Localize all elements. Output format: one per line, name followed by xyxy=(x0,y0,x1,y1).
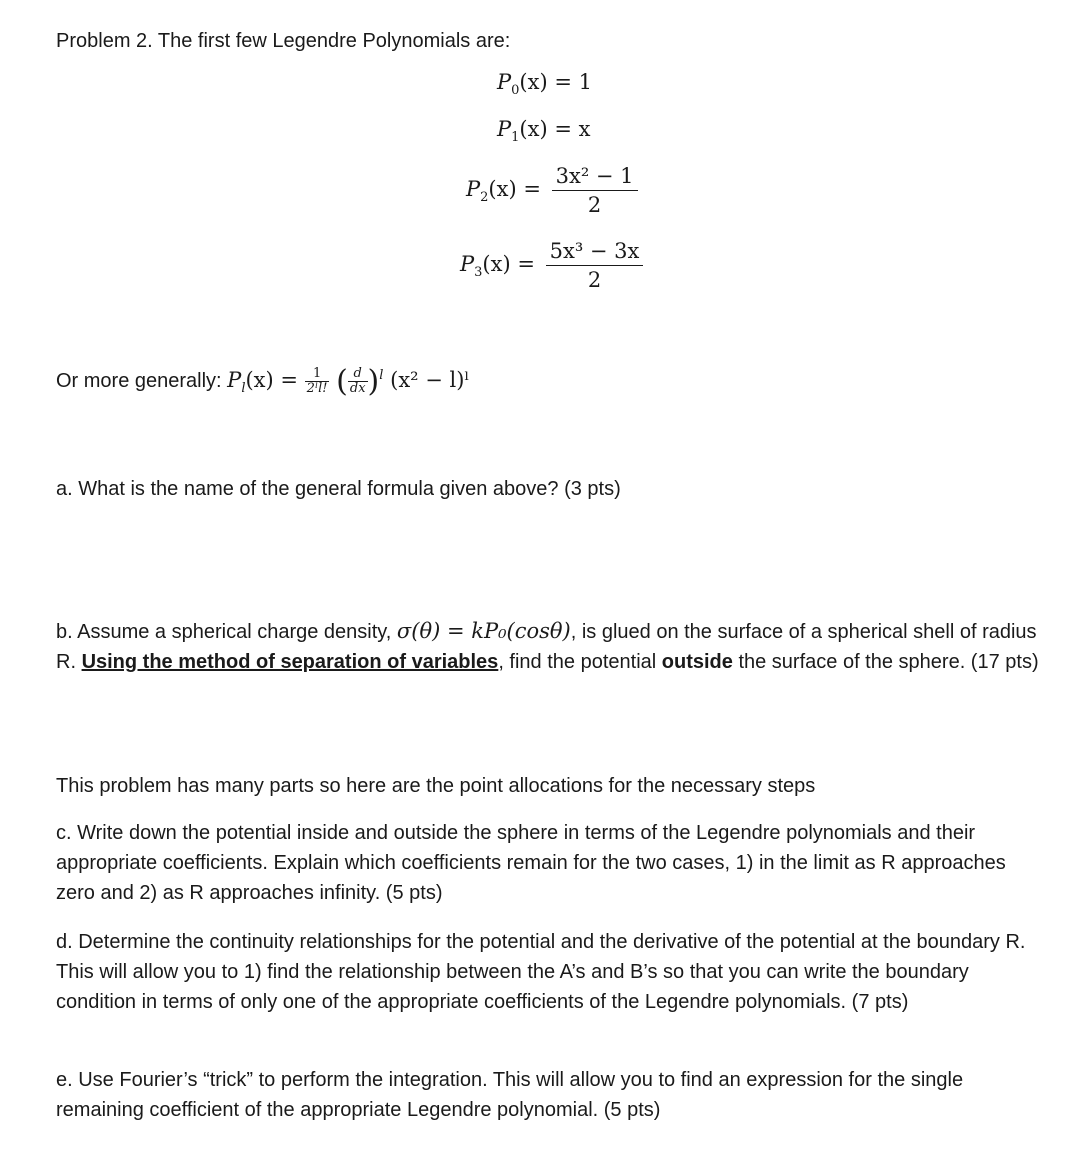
point-allocation-intro: This problem has many parts so here are the point allocations for the necessary steps xyxy=(56,775,816,797)
equation-p0: $P_0(x) = 1$ xyxy=(497,70,592,99)
equation-p2: $P_2(x)$ = $\frac{\text{3x² − 1}}{2}$ xyxy=(466,164,638,217)
equation-p3: $P_3(x)$ = $\frac{\text{5x³ − 3x}}{2}$ xyxy=(460,239,643,292)
problem-heading: Problem 2. The first few Legendre Polynomials are: xyxy=(56,30,511,52)
general-formula xyxy=(56,364,470,399)
part-c: c. Write down the potential inside and outside the sphere in terms of the Legendre polynomials and their appropriate coefficients. Explain which coefficients remain for the two cases, 1) in the limit as R approaches zero and 2) as R approaches infinity. (5 pts) xyxy=(56,822,1006,904)
general-label: Or more generally: xyxy=(56,370,228,392)
equation-p1: $P_1(x) = x$ xyxy=(497,117,591,146)
general-equation: $P_l(x)$ = $\frac{1}{\text{2ˡl!}}$ ( $\frac{d}{dx}$ )$^l$ (x² − l)ˡ xyxy=(227,364,470,399)
part-a: a. What is the name of the general formula given above? (3 pts) xyxy=(56,478,621,500)
part-e: e. Use Fourier’s “trick” to perform the integration. This will allow you to find an expression for the single remaining coefficient of the appropriate Legendre polynomial. (5 pts) xyxy=(56,1069,964,1121)
part-b: b. Assume a spherical charge density, σ(θ) = kP₀(cosθ), is glued on the surface of a spherical shell of radius R. Using the method of separation of variables, find the potential outside the surface of the sphere. (17 pts) xyxy=(56,619,1039,673)
method-emphasis: Using the method of separation of variables xyxy=(81,651,499,673)
outside-emphasis: outside xyxy=(661,651,733,673)
sigma-expression: σ(θ) = kP₀(cosθ) xyxy=(396,619,571,643)
part-d: d. Determine the continuity relationships for the potential and the derivative of the potential at the boundary R. This will allow you to 1) find the relationship between the A’s and B’s so that you can write the boundary condition in terms of only one of the appropriate coefficients of the Legendre polynomials. (7 pts) xyxy=(56,931,1026,1013)
